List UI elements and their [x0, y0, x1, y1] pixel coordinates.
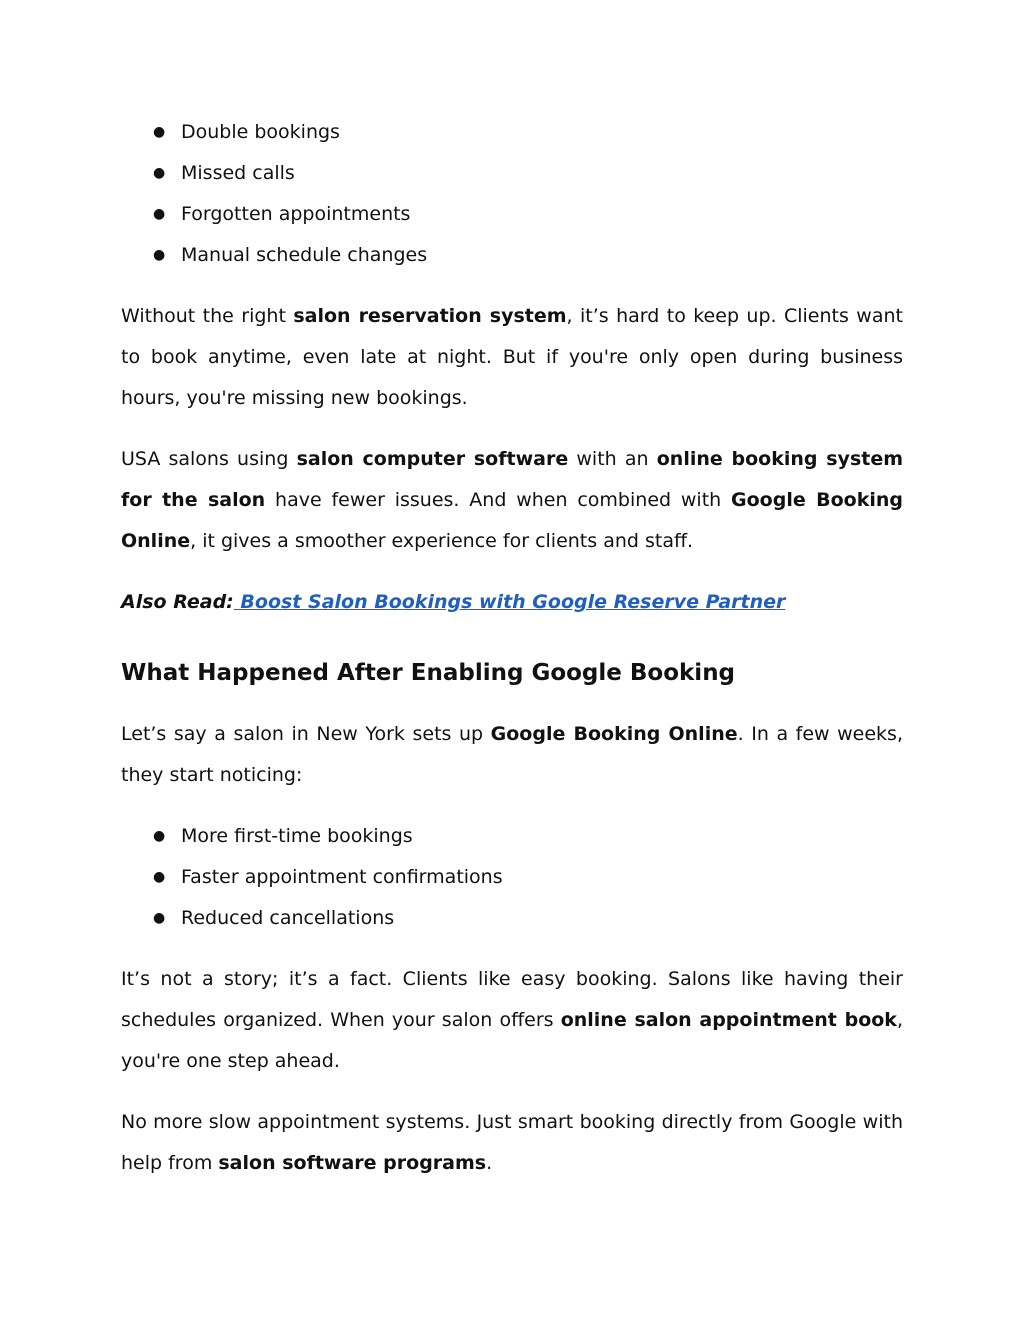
- problem-list: [121, 112, 903, 276]
- bullet-icon: ●: [153, 124, 166, 140]
- paragraph-fact: It’s not a story; it’s a fact. Clients like easy booking. Salons like having their schedules organized. When your salon offers online salon appointment book, you're one step ahead.: [121, 968, 903, 1072]
- section-heading: What Happened After Enabling Google Booking: [121, 660, 736, 686]
- bullet-icon: ●: [153, 206, 166, 222]
- results-list: [121, 816, 903, 939]
- bullet-icon: ●: [153, 910, 166, 926]
- bullet-icon: ●: [153, 165, 166, 181]
- bullet-icon: ●: [153, 869, 166, 885]
- also-read-label: Also Read:: [121, 591, 234, 613]
- paragraph-new-york-salon: Let’s say a salon in New York sets up Google Booking Online. In a few weeks, they start noticing:: [121, 723, 903, 786]
- list-item: ● More first-time bookings: [121, 816, 903, 857]
- also-read-link[interactable]: Boost Salon Bookings with Google Reserve Partner: [233, 591, 786, 613]
- list-item: ● Double bookings: [121, 112, 903, 153]
- paragraph-closing: No more slow appointment systems. Just smart booking directly from Google with help from salon software programs.: [121, 1111, 903, 1174]
- list-item: ● Forgotten appointments: [121, 194, 903, 235]
- bullet-icon: ●: [153, 828, 166, 844]
- list-item: ● Reduced cancellations: [121, 898, 903, 939]
- also-read: [121, 582, 903, 623]
- list-item: ● Missed calls: [121, 153, 903, 194]
- list-item: ● Manual schedule changes: [121, 235, 903, 276]
- bullet-icon: ●: [153, 247, 166, 263]
- document-page: [121, 112, 903, 1184]
- list-item: ● Faster appointment confirmations: [121, 857, 903, 898]
- paragraph-reservation-system: Without the right salon reservation system, it’s hard to keep up. Clients want to book anytime, even late at night. But if you're only open during business hours, you're missing new bookings.: [121, 305, 903, 409]
- paragraph-usa-salons: USA salons using salon computer software with an online booking system for the salon have fewer issues. And when combined with Google Booking Online, it gives a smoother experience for clients and staff.: [121, 448, 904, 552]
